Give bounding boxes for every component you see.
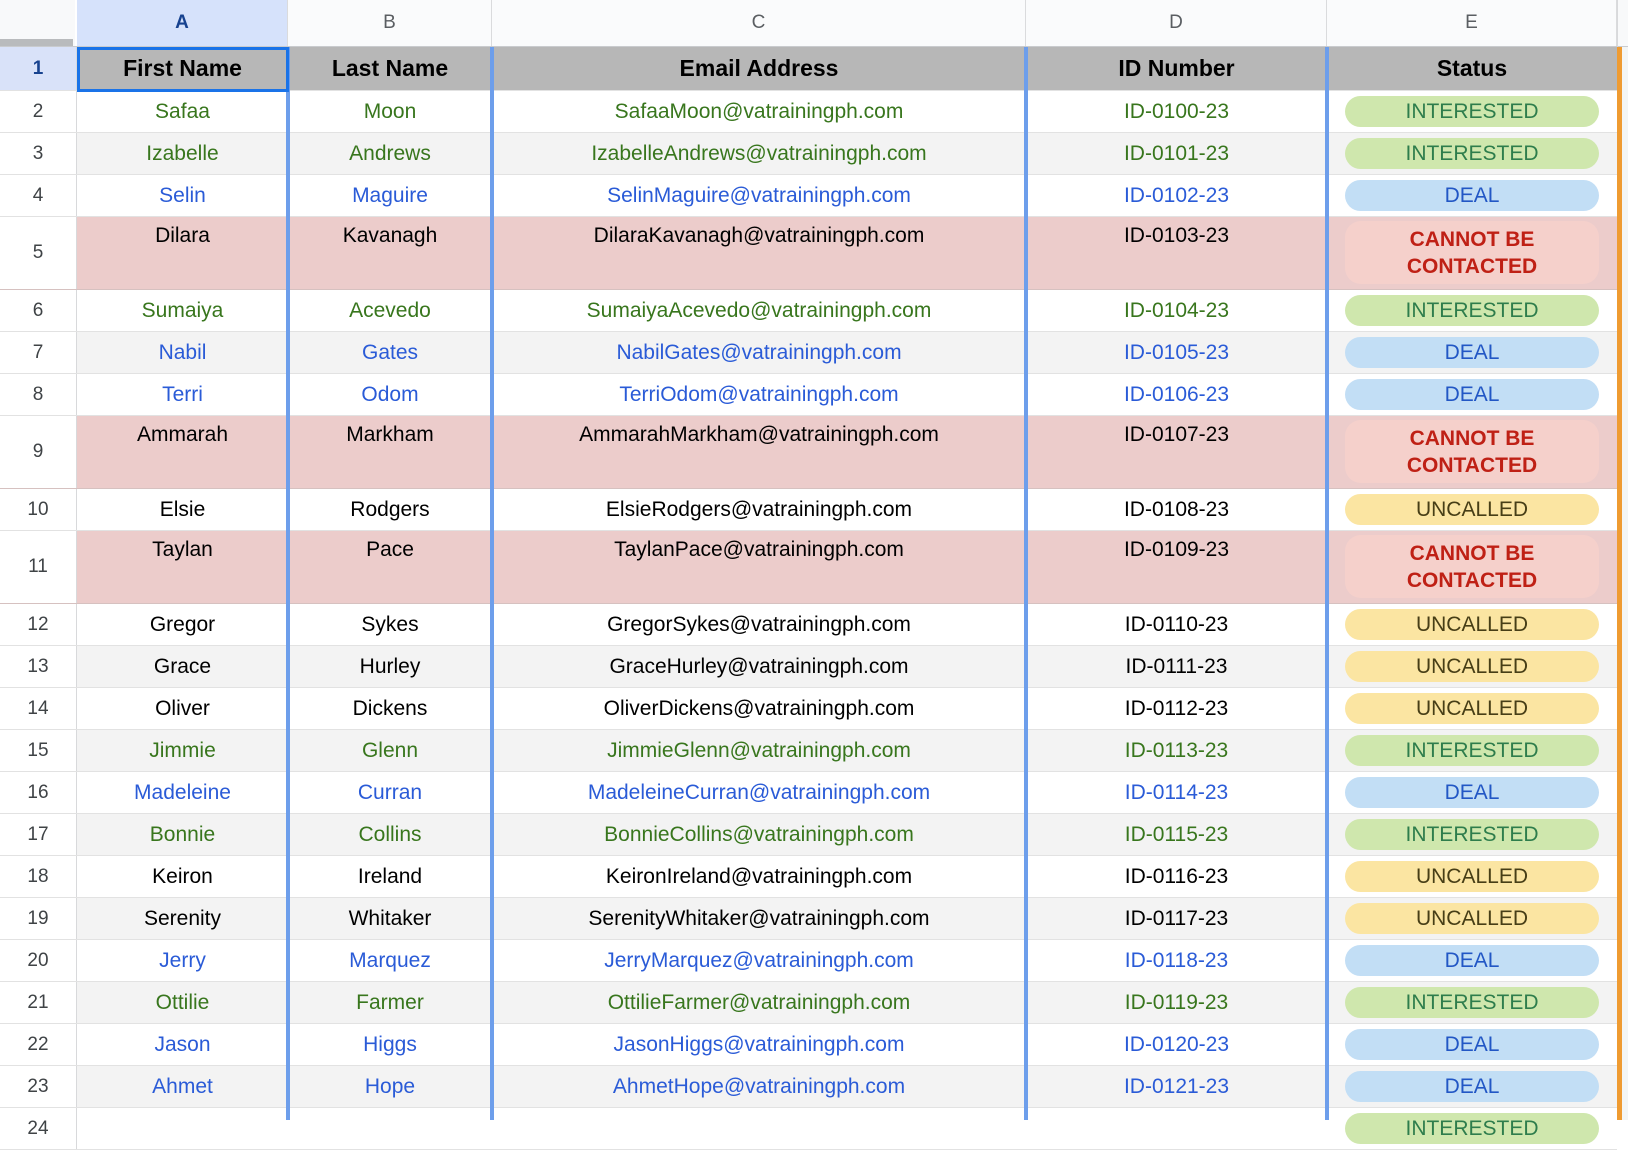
status-badge: UNCALLED <box>1345 861 1599 892</box>
status-badge: CANNOT BE CONTACTED <box>1345 420 1599 483</box>
row-number[interactable]: 8 <box>0 374 77 415</box>
header-id-number[interactable]: ID Number <box>1026 47 1327 90</box>
status-badge: UNCALLED <box>1345 903 1599 934</box>
id-cell[interactable]: ID-0110-23 <box>1124 612 1229 636</box>
last-name-cell[interactable]: Kavanagh <box>288 217 492 289</box>
email-cell[interactable]: AhmetHope@vatrainingph.com <box>492 1066 1026 1107</box>
status-cell[interactable] <box>1327 898 1617 939</box>
column-border-d-e <box>1325 47 1329 1120</box>
right-border-orange <box>1617 47 1622 1120</box>
sheet-grid <box>0 47 1617 1150</box>
id-cell[interactable]: ID-0117-23 <box>1026 898 1327 939</box>
status-badge: DEAL <box>1345 1071 1599 1102</box>
status-badge: CANNOT BE CONTACTED <box>1345 221 1599 284</box>
id-cell[interactable]: ID-0106-23 <box>1123 382 1230 406</box>
id-cell[interactable]: ID-0101-23 <box>1026 133 1327 174</box>
last-name-cell[interactable]: Hope <box>288 1066 492 1107</box>
email-cell[interactable]: JerryMarquez@vatrainingph.com <box>604 948 914 972</box>
first-name-cell[interactable]: Taylan <box>77 531 288 603</box>
last-name-cell[interactable] <box>288 1108 492 1149</box>
status-cell[interactable] <box>1327 1108 1617 1149</box>
first-name-cell[interactable]: Izabelle <box>77 133 288 174</box>
id-cell[interactable]: ID-0114-23 <box>1124 780 1229 804</box>
first-name-cell[interactable]: Ammarah <box>77 416 288 488</box>
status-badge: UNCALLED <box>1345 609 1599 640</box>
last-name-cell[interactable]: Markham <box>288 416 492 488</box>
column-header-D[interactable]: D <box>1026 0 1327 46</box>
last-name-cell[interactable]: Odom <box>361 382 419 406</box>
table-row <box>0 856 1617 898</box>
first-name-cell[interactable]: Ottilie <box>77 982 288 1023</box>
email-cell[interactable]: BonnieCollins@vatrainingph.com <box>492 814 1026 855</box>
column-header-E[interactable]: E <box>1327 0 1617 46</box>
table-row <box>0 1024 1617 1066</box>
status-badge: INTERESTED <box>1345 735 1599 766</box>
status-badge: UNCALLED <box>1345 494 1599 525</box>
status-cell[interactable] <box>1327 982 1617 1023</box>
email-cell[interactable]: JasonHiggs@vatrainingph.com <box>613 1032 905 1056</box>
last-name-cell[interactable]: Acevedo <box>349 298 431 322</box>
status-cell[interactable] <box>1327 332 1617 373</box>
table-row <box>0 489 1617 531</box>
table-row <box>0 940 1617 982</box>
id-cell[interactable]: ID-0116-23 <box>1124 864 1229 888</box>
row-number[interactable]: 9 <box>0 416 77 488</box>
email-cell[interactable]: JimmieGlenn@vatrainingph.com <box>492 730 1026 771</box>
email-cell[interactable]: SerenityWhitaker@vatrainingph.com <box>492 898 1026 939</box>
first-name-cell[interactable]: Serenity <box>77 898 288 939</box>
status-badge: UNCALLED <box>1345 693 1599 724</box>
status-badge: DEAL <box>1345 1029 1599 1060</box>
email-cell[interactable]: IzabelleAndrews@vatrainingph.com <box>492 133 1026 174</box>
row-number[interactable]: 2 <box>0 91 77 132</box>
id-cell[interactable]: ID-0108-23 <box>1123 497 1230 521</box>
table-row <box>0 772 1617 814</box>
row-number-1[interactable]: 1 <box>0 47 77 90</box>
status-cell[interactable] <box>1327 772 1617 813</box>
table-row <box>0 982 1617 1024</box>
table-row <box>0 814 1617 856</box>
id-cell[interactable]: ID-0119-23 <box>1026 982 1327 1023</box>
header-first-name[interactable]: First Name <box>77 47 288 90</box>
table-row <box>0 1066 1617 1108</box>
row-number[interactable]: 11 <box>0 531 77 603</box>
row-number[interactable]: 10 <box>0 489 77 530</box>
last-name-cell[interactable]: Rodgers <box>350 497 430 521</box>
row-number[interactable]: 17 <box>0 814 77 855</box>
row-number[interactable]: 5 <box>0 217 77 289</box>
last-name-cell[interactable]: Ireland <box>357 864 423 888</box>
table-row <box>0 217 1617 290</box>
status-cell[interactable] <box>1327 175 1617 216</box>
table-row <box>0 332 1617 374</box>
column-header-C[interactable]: C <box>492 0 1026 46</box>
status-badge: INTERESTED <box>1345 987 1599 1018</box>
first-name-cell[interactable]: Jason <box>154 1032 211 1056</box>
last-name-cell[interactable]: Hurley <box>288 646 492 687</box>
row-number[interactable]: 19 <box>0 898 77 939</box>
email-cell[interactable]: SumaiyaAcevedo@vatrainingph.com <box>586 298 932 322</box>
header-last-name[interactable]: Last Name <box>288 47 492 90</box>
row-number[interactable]: 4 <box>0 175 77 216</box>
last-name-cell[interactable]: Sykes <box>361 612 419 636</box>
id-cell[interactable]: ID-0107-23 <box>1026 416 1327 488</box>
email-cell[interactable]: MadeleineCurran@vatrainingph.com <box>587 780 931 804</box>
status-cell[interactable] <box>1327 856 1617 897</box>
column-header-B[interactable]: B <box>288 0 492 46</box>
table-row <box>0 91 1617 133</box>
email-cell[interactable]: SelinMaguire@vatrainingph.com <box>607 183 911 207</box>
last-name-cell[interactable]: Pace <box>288 531 492 603</box>
last-name-cell[interactable]: Maguire <box>352 183 428 207</box>
id-cell[interactable]: ID-0112-23 <box>1124 696 1229 720</box>
status-cell[interactable] <box>1327 416 1617 488</box>
id-cell[interactable]: ID-0104-23 <box>1123 298 1230 322</box>
id-cell[interactable]: ID-0105-23 <box>1026 332 1327 373</box>
column-header-A[interactable]: A <box>77 0 288 46</box>
table-row <box>0 290 1617 332</box>
row-number[interactable]: 12 <box>0 604 77 645</box>
status-cell[interactable] <box>1327 646 1617 687</box>
table-row <box>0 688 1617 730</box>
row-number[interactable]: 16 <box>0 772 77 813</box>
status-badge: DEAL <box>1345 337 1599 368</box>
row-number[interactable]: 14 <box>0 688 77 729</box>
status-cell[interactable] <box>1327 489 1617 530</box>
first-name-cell[interactable]: Elsie <box>159 497 206 521</box>
email-cell[interactable]: OttilieFarmer@vatrainingph.com <box>492 982 1026 1023</box>
status-cell[interactable] <box>1327 217 1617 289</box>
status-cell[interactable] <box>1327 688 1617 729</box>
status-badge: INTERESTED <box>1345 295 1599 326</box>
first-name-cell[interactable]: Safaa <box>155 99 210 123</box>
select-all-corner[interactable] <box>0 0 77 46</box>
status-badge: INTERESTED <box>1345 96 1599 127</box>
status-badge: DEAL <box>1345 777 1599 808</box>
row-number[interactable]: 21 <box>0 982 77 1023</box>
first-name-cell[interactable]: Ahmet <box>77 1066 288 1107</box>
first-name-cell[interactable]: Gregor <box>149 612 216 636</box>
id-cell[interactable]: ID-0121-23 <box>1026 1066 1327 1107</box>
first-name-cell[interactable]: Dilara <box>77 217 288 289</box>
id-cell[interactable]: ID-0118-23 <box>1124 948 1229 972</box>
last-name-cell[interactable]: Higgs <box>363 1032 417 1056</box>
id-cell[interactable]: ID-0115-23 <box>1026 814 1327 855</box>
table-row <box>0 374 1617 416</box>
status-cell[interactable] <box>1327 604 1617 645</box>
last-name-cell[interactable]: Andrews <box>288 133 492 174</box>
row-number[interactable]: 18 <box>0 856 77 897</box>
last-name-cell[interactable]: Whitaker <box>288 898 492 939</box>
first-name-cell[interactable]: Bonnie <box>77 814 288 855</box>
id-cell[interactable] <box>1026 1108 1327 1149</box>
status-cell[interactable] <box>1327 1066 1617 1107</box>
table-row <box>0 898 1617 940</box>
table-row <box>0 730 1617 772</box>
status-badge: CANNOT BE CONTACTED <box>1345 535 1599 598</box>
row-number[interactable]: 6 <box>0 290 77 331</box>
header-row <box>0 47 1617 91</box>
table-row <box>0 1108 1617 1150</box>
header-email-address[interactable]: Email Address <box>492 47 1026 90</box>
column-header-band <box>0 0 1628 47</box>
row-number[interactable]: 15 <box>0 730 77 771</box>
email-cell[interactable]: KeironIreland@vatrainingph.com <box>605 864 913 888</box>
first-name-cell[interactable]: Oliver <box>155 696 210 720</box>
column-border-c-d <box>1024 47 1028 1120</box>
email-cell[interactable]: SafaaMoon@vatrainingph.com <box>614 99 904 123</box>
email-cell[interactable]: GraceHurley@vatrainingph.com <box>492 646 1026 687</box>
first-name-cell[interactable]: Nabil <box>77 332 288 373</box>
row-number[interactable]: 20 <box>0 940 77 981</box>
email-cell[interactable]: TerriOdom@vatrainingph.com <box>619 382 899 406</box>
email-cell[interactable]: GregorSykes@vatrainingph.com <box>607 612 911 636</box>
first-name-cell[interactable]: Sumaiya <box>141 298 224 322</box>
id-cell[interactable]: ID-0111-23 <box>1026 646 1327 687</box>
first-name-cell[interactable]: Terri <box>162 382 203 406</box>
status-badge: INTERESTED <box>1345 138 1599 169</box>
row-number[interactable]: 24 <box>0 1108 77 1149</box>
status-badge: UNCALLED <box>1345 651 1599 682</box>
last-name-cell[interactable]: Dickens <box>352 696 428 720</box>
table-row <box>0 604 1617 646</box>
last-name-cell[interactable]: Collins <box>288 814 492 855</box>
last-name-cell[interactable]: Farmer <box>288 982 492 1023</box>
id-cell[interactable]: ID-0113-23 <box>1026 730 1327 771</box>
header-status[interactable]: Status <box>1327 47 1617 90</box>
email-cell[interactable]: OliverDickens@vatrainingph.com <box>603 696 915 720</box>
last-name-cell[interactable]: Moon <box>363 99 417 123</box>
email-cell[interactable]: ElsieRodgers@vatrainingph.com <box>605 497 913 521</box>
first-name-cell[interactable]: Selin <box>159 183 206 207</box>
status-badge: INTERESTED <box>1345 1113 1599 1144</box>
status-cell[interactable] <box>1327 531 1617 603</box>
status-cell[interactable] <box>1327 1024 1617 1065</box>
table-row <box>0 531 1617 604</box>
row-number[interactable]: 13 <box>0 646 77 687</box>
email-cell[interactable]: TaylanPace@vatrainingph.com <box>492 531 1026 603</box>
first-name-cell[interactable] <box>77 1108 288 1149</box>
id-cell[interactable]: ID-0102-23 <box>1123 183 1230 207</box>
last-name-cell[interactable]: Marquez <box>349 948 431 972</box>
id-cell[interactable]: ID-0100-23 <box>1123 99 1230 123</box>
last-name-cell[interactable]: Glenn <box>288 730 492 771</box>
column-border-a-b <box>286 47 290 1120</box>
row-number[interactable]: 7 <box>0 332 77 373</box>
row-number[interactable]: 3 <box>0 133 77 174</box>
first-name-cell[interactable]: Grace <box>77 646 288 687</box>
status-cell[interactable] <box>1327 374 1617 415</box>
data-rows <box>0 91 1617 1150</box>
first-name-cell[interactable]: Jerry <box>159 948 206 972</box>
last-name-cell[interactable]: Curran <box>357 780 423 804</box>
status-cell[interactable] <box>1327 290 1617 331</box>
id-cell[interactable]: ID-0103-23 <box>1026 217 1327 289</box>
band-gridline <box>1617 0 1618 47</box>
first-name-cell[interactable]: Jimmie <box>77 730 288 771</box>
status-badge: INTERESTED <box>1345 819 1599 850</box>
email-cell[interactable] <box>492 1108 1026 1149</box>
status-cell[interactable] <box>1327 730 1617 771</box>
status-badge: DEAL <box>1345 180 1599 211</box>
email-cell[interactable]: AmmarahMarkham@vatrainingph.com <box>492 416 1026 488</box>
status-cell[interactable] <box>1327 133 1617 174</box>
email-cell[interactable]: DilaraKavanagh@vatrainingph.com <box>492 217 1026 289</box>
email-cell[interactable]: NabilGates@vatrainingph.com <box>492 332 1026 373</box>
row-number[interactable]: 23 <box>0 1066 77 1107</box>
first-name-cell[interactable]: Keiron <box>152 864 213 888</box>
column-border-b-c <box>490 47 494 1120</box>
id-cell[interactable]: ID-0109-23 <box>1026 531 1327 603</box>
status-cell[interactable] <box>1327 940 1617 981</box>
id-cell[interactable]: ID-0120-23 <box>1123 1032 1230 1056</box>
status-cell[interactable] <box>1327 814 1617 855</box>
table-row <box>0 646 1617 688</box>
last-name-cell[interactable]: Gates <box>288 332 492 373</box>
status-badge: DEAL <box>1345 379 1599 410</box>
table-row <box>0 175 1617 217</box>
row-number[interactable]: 22 <box>0 1024 77 1065</box>
table-row <box>0 133 1617 175</box>
first-name-cell[interactable]: Madeleine <box>134 780 231 804</box>
status-cell[interactable] <box>1327 91 1617 132</box>
status-badge: DEAL <box>1345 945 1599 976</box>
table-row <box>0 416 1617 489</box>
